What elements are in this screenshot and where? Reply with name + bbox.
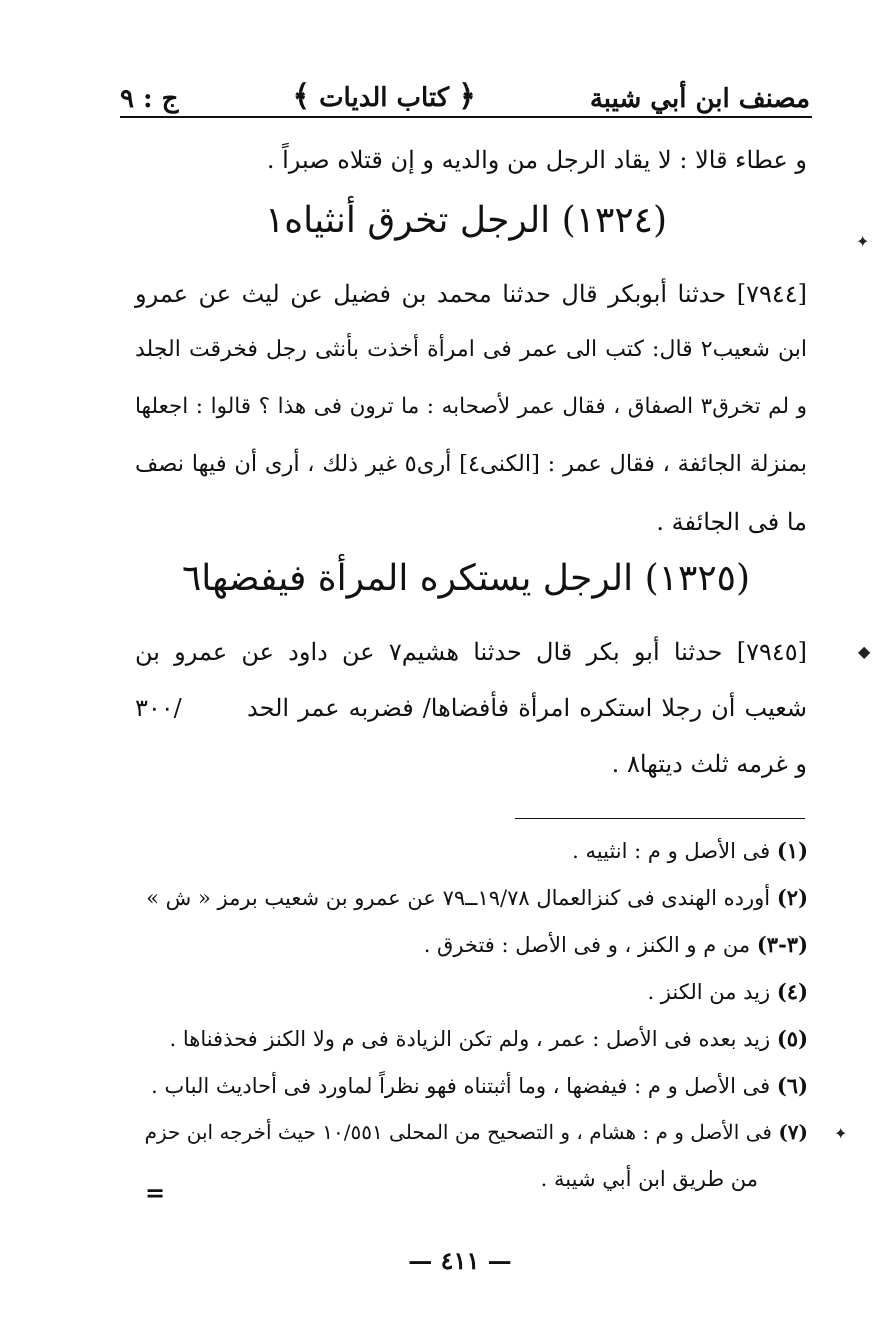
ornate-bracket-close: ﴾ [292,79,311,114]
footnote-text: فى الأصل و م : هشام ، و التصحيح من المحلى ١٠/٥٥١ حيث أخرجه ابن حزم [144,1120,772,1144]
footnote-7-continuation: من طريق ابن أبي شيبة . [540,1167,758,1191]
volume-number: ج : ٩ [120,84,179,114]
hadith-7944-line-5: ما فى الجائفة . [656,508,807,536]
chapter-book-title [292,79,475,114]
chapter-heading-1324: (١٣٢٤) الرجل تخرق أنثياه١ [264,200,668,241]
footnote-number: (٣-٣) [756,932,808,957]
footnote-number: (٦) [776,1073,808,1098]
footnote-7 [130,1120,808,1144]
margin-mark-icon: ✦ [856,232,870,251]
continuation-mark: = [145,1178,166,1207]
header-rule [120,116,812,118]
footnote-5 [130,1026,808,1051]
footnote-number: (١) [776,838,808,863]
footnote-text: زيد بعده فى الأصل : عمر ، ولم تكن الزيادة فى م ولا الكنز فحذفناها . [169,1027,771,1051]
footnote-2 [130,885,808,910]
hadith-7944-line-3: و لم تخرق٣ الصفاق ، فقال عمر لأصحابه : ما ترون فى هذا ؟ قالوا : اجعلها [135,394,807,419]
hadith-7944-line-2: ابن شعيب٢ قال: كتب الى عمر فى امرأة أخذت بأنثى رجل فخرقت الجلد [135,337,808,362]
footnote-rule [515,818,805,819]
footnote-number: (٢) [776,885,808,910]
original-page-reference: /٣٠٠ [135,694,182,722]
footnote-1 [130,838,808,863]
intro-line: و عطاء قالا : لا يقاد الرجل من والديه و إن قتلاه صبراً . [266,146,807,174]
margin-mark-icon: ✦ [834,1124,848,1143]
footnote-3 [130,932,808,957]
footnote-text: فى الأصل و م : انثييه . [572,839,771,863]
running-header [120,62,810,114]
footnote-number: (٧) [778,1120,808,1144]
footnote-text: زيد من الكنز . [647,980,771,1004]
footnote-4 [130,979,808,1004]
hadith-7945-line-2: شعيب أن رجلا استكره امرأة فأفضاها/ فضربه عمر الحد [247,694,807,722]
hadith-7944-line-1: [٧٩٤٤] حدثنا أبوبكر قال حدثنا محمد بن فضيل عن ليث عن عمرو [135,280,808,308]
hadith-7945-line-3: و غرمه ثلث ديتها٨ . [611,750,807,778]
footnote-number: (٥) [776,1026,808,1051]
footnote-6 [130,1073,808,1098]
footnote-number: (٤) [776,979,808,1004]
book-title-text: كتاب الديات [319,83,450,113]
footnote-text: من م و الكنز ، و فى الأصل : فتخرق . [423,933,751,957]
footnote-text: أورده الهندى فى كنزالعمال ١٩/٧٨ــ٧٩ عن عمرو بن شعيب برمز « ش » [146,886,771,910]
page-number: — ٤١١ — [408,1246,512,1275]
footnote-text: فى الأصل و م : فيفضها ، وما أثبتناه فهو نظراً لماورد فى أحاديث الباب . [151,1074,771,1098]
hadith-7945-line-1: [٧٩٤٥] حدثنا أبو بكر قال حدثنا هشيم٧ عن داود عن عمرو بن [135,638,807,666]
margin-mark-icon: ◆ [858,642,871,661]
ornate-bracket-open: ﴿ [458,79,476,114]
chapter-heading-1325: (١٣٢٥) الرجل يستكره المرأة فيفضها٦ [181,558,751,599]
hadith-7944-line-4: بمنزلة الجائفة ، فقال عمر : [الكنى٤] أرى٥ غير ذلك ، أرى أن فيها نصف [135,451,807,477]
book-author-title: مصنف ابن أبي شيبة [589,84,810,114]
